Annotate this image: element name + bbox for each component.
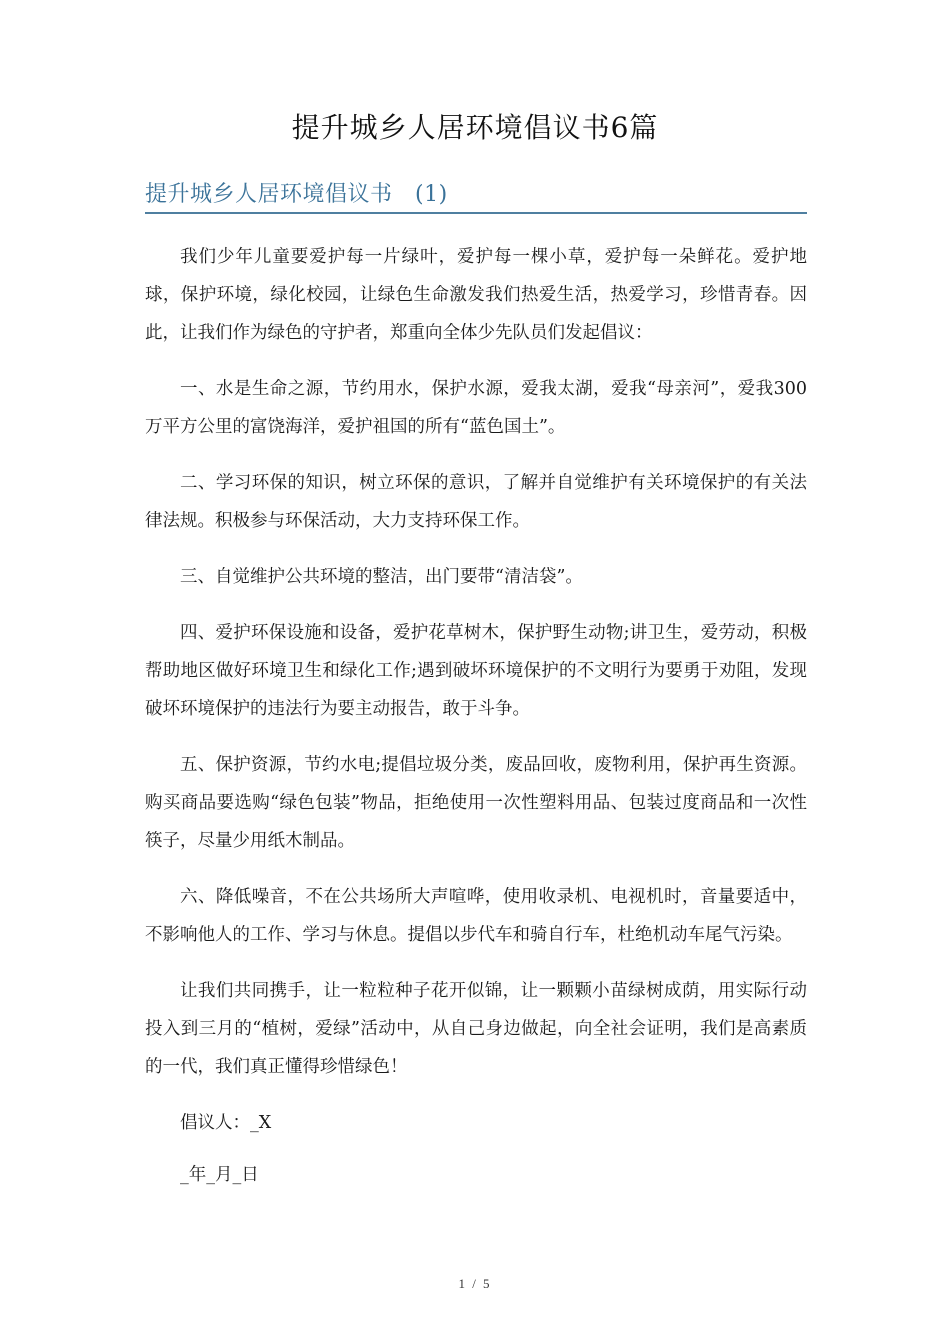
page-number: 1 / 5 xyxy=(458,1276,492,1291)
paragraph-item-1: 一、水是生命之源，节约用水，保护水源，爱我太湖，爱我“母亲河”，爱我300万平方公里的富饶海洋，爱护祖国的所有“蓝色国土”。 xyxy=(145,379,807,437)
paragraph-item-5: 五、保护资源，节约水电;提倡垃圾分类，废品回收，废物利用，保护再生资源。购买商品要选购“绿色包装”物品，拒绝使用一次性塑料用品、包装过度商品和一次性筷子，尽量少用纸木制品。 xyxy=(145,755,807,851)
section-heading xyxy=(145,180,807,214)
paragraph-item-2: 二、学习环保的知识，树立环保的意识，了解并自觉维护有关环境保护的有关法律法规。积极参与环保活动，大力支持环保工作。 xyxy=(145,473,807,531)
section-heading-text: 提升城乡人居环境倡议书 (1) xyxy=(145,182,448,207)
paragraph-item-6: 六、降低噪音，不在公共场所大声喧哗，使用收录机、电视机时，音量要适中，不影响他人的工作、学习与休息。提倡以步代车和骑自行车，杜绝机动车尾气污染。 xyxy=(145,887,807,945)
paragraph-item-4: 四、爱护环保设施和设备，爱护花草树木，保护野生动物;讲卫生，爱劳动，积极帮助地区做好环境卫生和绿化工作;遇到破坏环境保护的不文明行为要勇于劝阻，发现破坏环境保护的违法行为要主动报告，敢于斗争。 xyxy=(145,623,807,719)
paragraph-intro: 我们少年儿童要爱护每一片绿叶，爱护每一棵小草，爱护每一朵鲜花。爱护地球，保护环境，绿化校园，让绿色生命激发我们热爱生活，热爱学习，珍惜青春。因此，让我们作为绿色的守护者，郑重向全体少先队员们发起倡议： xyxy=(145,247,807,343)
paragraph-closing: 让我们共同携手，让一粒粒种子花开似锦，让一颗颗小苗绿树成荫，用实际行动投入到三月的“植树，爱绿”活动中，从自己身边做起，向全社会证明，我们是高素质的一代，我们真正懂得珍惜绿色！ xyxy=(145,981,807,1077)
document-body xyxy=(145,238,807,1208)
paragraph-item-3: 三、自觉维护公共环境的整洁，出门要带“清洁袋”。 xyxy=(180,567,583,587)
signature-line: 倡议人：_X xyxy=(180,1113,272,1133)
date-line: _年_月_日 xyxy=(180,1165,259,1185)
document-title: 提升城乡人居环境倡议书6篇 xyxy=(291,111,659,144)
